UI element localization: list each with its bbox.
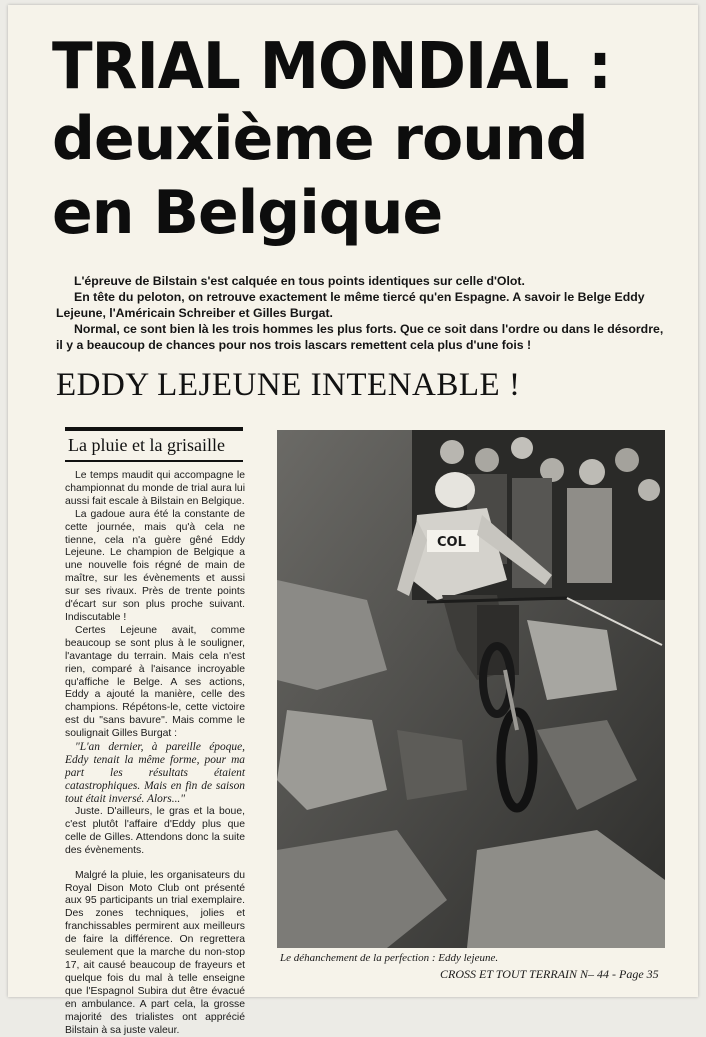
lead-line-3: Normal, ce sont bien là les trois hommes les plus forts. Que ce soit dans l'ordre ou dans le désordre, il y a beaucoup de chances pour nos trois lascars remettent cela plus d'une fois ! xyxy=(56,322,664,352)
headline xyxy=(52,30,672,248)
magazine-page xyxy=(8,5,698,1036)
body-paragraph: Juste. D'ailleurs, le gras et la boue, c'est plutôt l'affaire d'Eddy plus que celle de Gilles. Attendons donc la suite des évènements. xyxy=(65,806,245,856)
body-paragraph: La gadoue aura été la constante de cette journée, mais qu'à cela ne tienne, cela n'a guère gêné Eddy Lejeune. Le champion de Belgique a une nouvelle fois régné de main de maître, sur les évènements et aussi sur ses rivaux. Près de trente points d'écart sur son plus proche suivant. Indiscutable ! xyxy=(65,508,245,623)
lead-paragraph xyxy=(56,273,671,353)
section-kicker: EDDY LEJEUNE INTENABLE ! xyxy=(56,367,521,403)
rider-bib-text: COL xyxy=(437,535,466,550)
lead-line-1: L'épreuve de Bilstain s'est calquée en tous points identiques sur celle d'Olot. xyxy=(74,274,525,288)
trial-rider-photo xyxy=(277,430,665,948)
body-paragraph: Certes Lejeune avait, comme beaucoup se sont plus à le souligner, l'avantage du terrain. Mais cela n'est rien, comparé à l'aisance incroyable qu'affiche le Belge. A ses actions, Eddy a ajouté la manière, celle des champions. Répétons-le, cette victoire est du "sans bavure". Mais comme le soulignait Gilles Burgat : xyxy=(65,624,245,740)
headline-line-1: TRIAL MONDIAL : xyxy=(52,30,612,104)
page-footer: CROSS ET TOUT TERRAIN N– 44 - Page 35 xyxy=(440,967,659,981)
body-paragraph: Malgré la pluie, les organisateurs du Royal Dison Moto Club ont présenté aux 95 participants un trial exemplaire. Des zones techniques, jolies et franchissables permirent aux meilleurs de faire la différence. On regrettera seulement que la marche du non-stop 17, ait causé beaucoup de frayeurs et quelque fois du mal à telle enseigne que l'Espagnol Subira dut être évacué en ambulance. A part cela, la grosse majorité des trialistes ont apprécié Bilstain à sa juste valeur. xyxy=(65,869,245,1036)
headline-line-3: en Belgique xyxy=(52,178,443,248)
photo-caption: Le déhanchement de la perfection : Eddy lejeune. xyxy=(280,952,499,964)
photo-illustration xyxy=(277,430,665,948)
body-quote: "L'an dernier, à pareille époque, Eddy tenait la même forme, pour ma part les résultats étaient catastrophiques. Mais en fin de saison tout était inversé. Alors..." xyxy=(65,741,245,806)
subhead-rule-top xyxy=(65,427,243,431)
article-body xyxy=(65,470,245,1037)
body-paragraph: Le temps maudit qui accompagne le championnat du monde de trial aura lui aussi fait escale à Bilstain en Belgique. xyxy=(65,470,245,507)
subhead-rule-bottom xyxy=(65,460,243,462)
lead-line-2: En tête du peloton, on retrouve exactement le même tiercé qu'en Espagne. A savoir le Belge Eddy Lejeune, l'Américain Schreiber et Gilles Burgat. xyxy=(56,290,645,320)
subhead: La pluie et la grisaille xyxy=(68,435,225,455)
headline-line-2: deuxième round xyxy=(52,104,588,174)
